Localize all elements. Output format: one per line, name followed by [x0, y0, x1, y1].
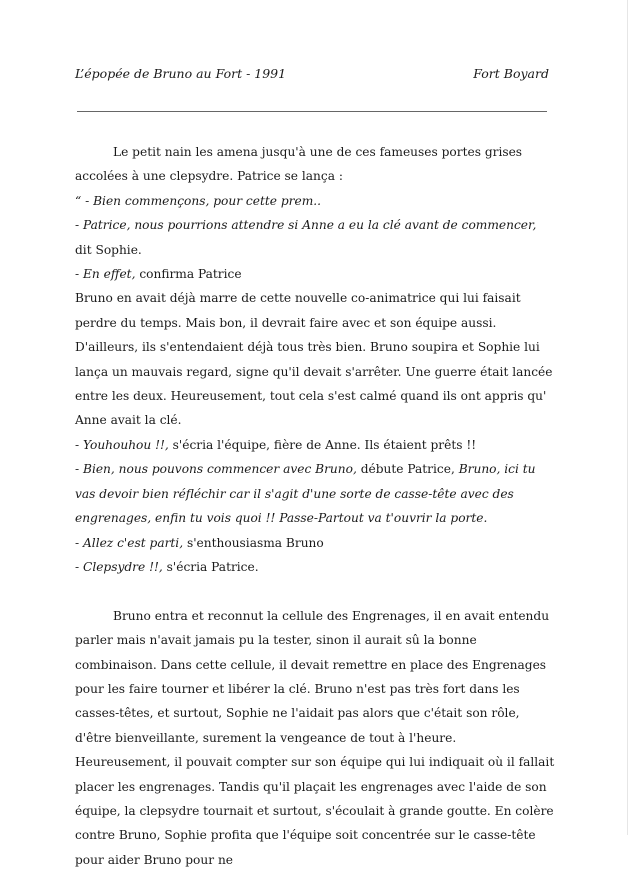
- header-divider: [77, 111, 547, 112]
- dialogue-line-2: - Patrice, nous pourrions attendre si Anne a eu la clé avant de commencer, dit Sophie.: [75, 218, 537, 257]
- paragraph-spacer: [75, 579, 555, 603]
- dialogue-line-4: - Youhouhou !!, s'écria l'équipe, fière de Anne. Ils étaient prêts !!: [75, 437, 477, 452]
- dialogue-line-7: - Clepsydre !!, s'écria Patrice.: [75, 559, 259, 574]
- paragraph-1: Le petit nain les amena jusqu'à une de ces fameuses portes grises accolées à une clepsydre. Patrice se lança :: [75, 145, 523, 184]
- paragraph-3: Bruno entra et reconnut la cellule des Engrenages, il en avait entendu parler mais n'avait jamais pu la tester, sinon il aurait sû la bonne combinaison. Dans cette cellule, il devait remettre en place des Engrenages pour les faire tourner et libérer la clé. Bruno n'est pas très fort dans les casses-têtes, et surtout, Sophie ne l'aidait pas alors que c'était son rôle, d'être bienveillante, surement la vengeance de tout à l'heure. Heureusement, il pouvait compter sur son équipe qui lui indiquait où il fallait placer les engrenages. Tandis qu'il plaçait les engrenages avec l'aide de son équipe, la clepsydre tournait et surtout, s'écoulait à grande goutte. En colère contre Bruno, Sophie profita que l'équipe soit concentrée sur le casse-tête pour aider Bruno pour ne: [75, 608, 555, 867]
- dialogue-line-3: - En effet, confirma Patrice: [75, 267, 242, 282]
- header-title: L’épopée de Bruno au Fort - 1991: [75, 66, 287, 81]
- dialogue-line-6: - Allez c'est parti, s'enthousiasma Bruno: [75, 535, 324, 550]
- document-body: [75, 140, 555, 872]
- page-header: [75, 66, 549, 81]
- dialogue-line-1: “ - Bien commençons, pour cette prem..: [75, 193, 321, 208]
- paragraph-2: Bruno en avait déjà marre de cette nouvelle co-animatrice qui lui faisait perdre du temps. Mais bon, il devrait faire avec et son équipe aussi. D'ailleurs, ils s'entendaient déjà tous très bien. Bruno soupira et Sophie lui lança un mauvais regard, signe qu'il devait s'arrêter. Une guerre était lancée entre les deux. Heureusement, tout cela s'est calmé quand ils ont appris qu' Anne avait la clé.: [75, 291, 553, 428]
- header-show-name: Fort Boyard: [473, 66, 549, 81]
- dialogue-line-5: - Bien, nous pouvons commencer avec Bruno, débute Patrice, Bruno, ici tu vas devoir bien réfléchir car il s'agit d'une sorte de casse-tête avec des engrenages, enfin tu vois quoi !! Passe-Partout va t'ouvrir la porte.: [75, 462, 536, 526]
